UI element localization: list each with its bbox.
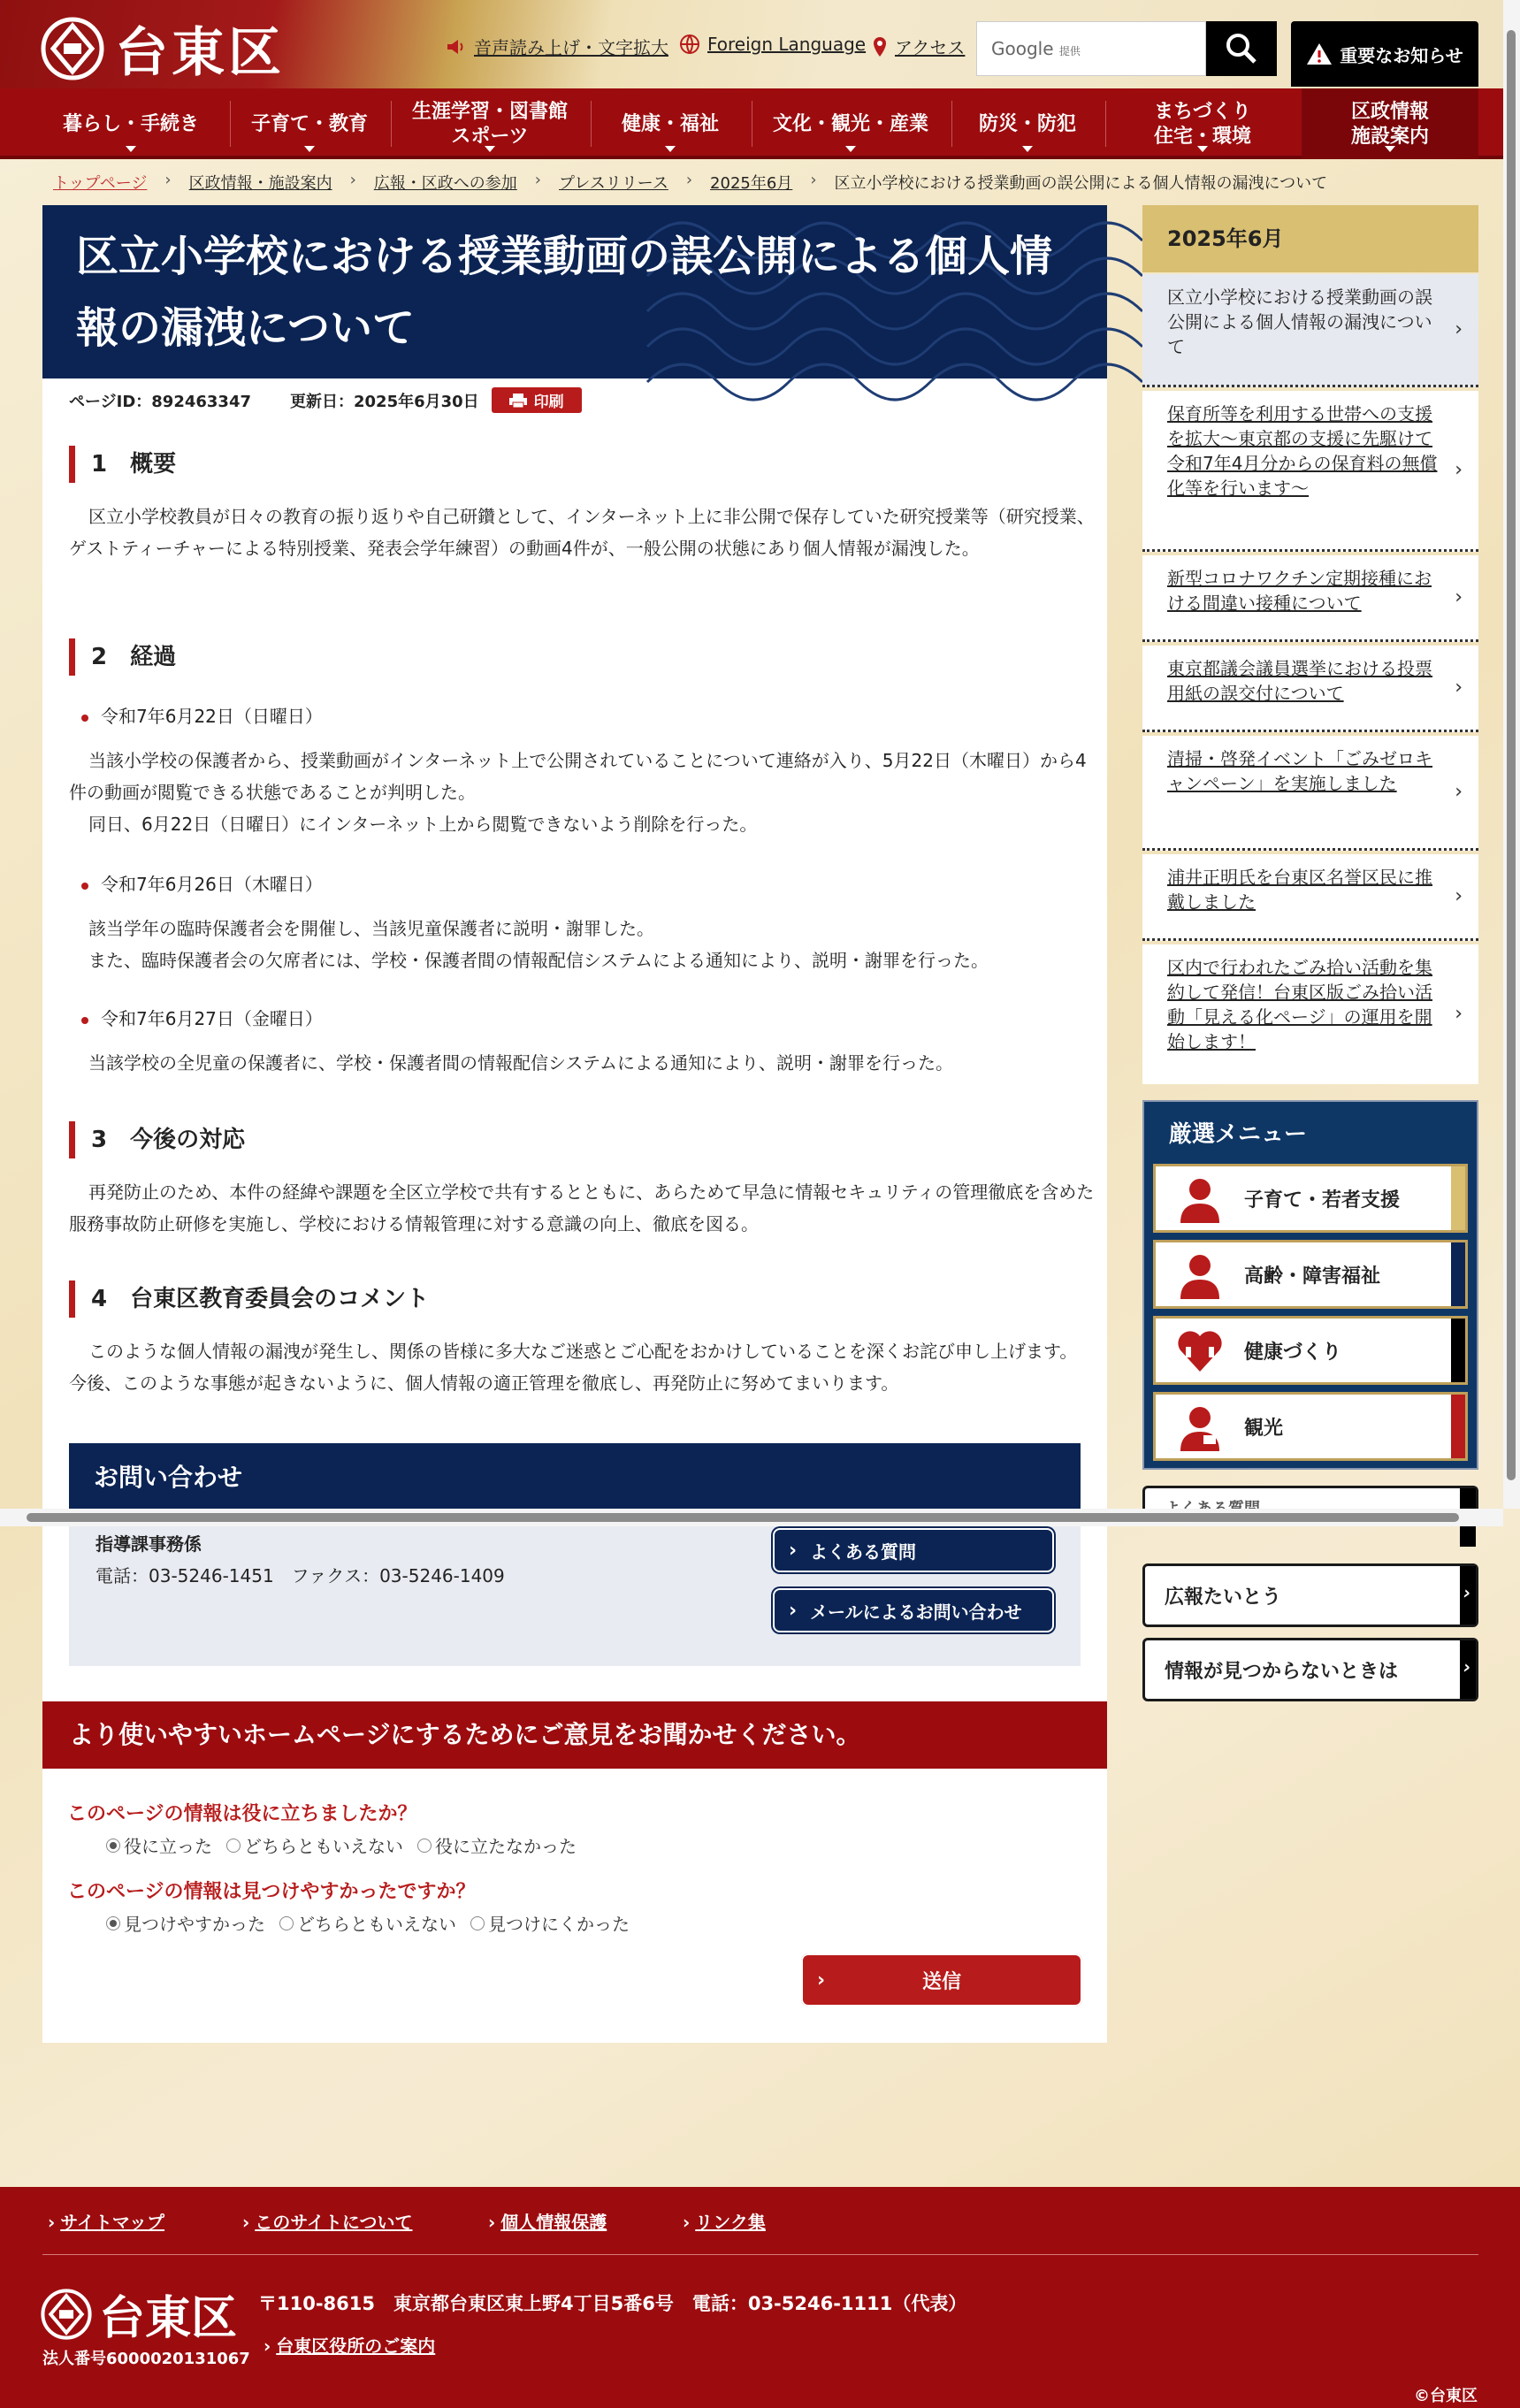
nav-item-health[interactable]: 健康・福祉 xyxy=(591,88,750,159)
nav-item-town[interactable]: まちづくり 住宅・環境 xyxy=(1105,88,1300,159)
corporate-number: 法人番号6000020131067 xyxy=(42,2350,250,2368)
radio-icon xyxy=(226,1838,241,1853)
footer-links-link[interactable]: › リンク集 xyxy=(683,2208,766,2234)
section-heading-comment: 4 台東区教育委員会のコメント xyxy=(69,1280,429,1318)
site-logo[interactable] xyxy=(41,11,285,87)
tab-marker xyxy=(1451,1395,1465,1458)
submit-button[interactable]: › 送信 xyxy=(801,1953,1082,2007)
page-meta xyxy=(69,387,582,413)
radio-neutral[interactable]: どちらともいえない xyxy=(226,1832,403,1858)
horizontal-scrollbar[interactable] xyxy=(0,1509,1503,1526)
site-footer xyxy=(0,2187,1520,2408)
inquiry-box xyxy=(69,1443,1081,1666)
inquiry-department: 指導課事務係 xyxy=(95,1533,202,1555)
foreign-language-label: Foreign Language xyxy=(707,34,867,55)
breadcrumb-link[interactable]: プレスリリース xyxy=(559,174,668,193)
main-content xyxy=(42,205,1107,2043)
breadcrumb-link[interactable]: 区政情報・施設案内 xyxy=(188,174,332,193)
chevron-right-icon: › xyxy=(685,171,693,189)
koho-taito-button[interactable]: 広報たいとう › xyxy=(1142,1563,1478,1627)
radio-easy[interactable]: 見つけやすかった xyxy=(106,1910,265,1936)
radio-selected-icon xyxy=(106,1916,120,1930)
footer-sitemap-link[interactable]: › サイトマップ xyxy=(48,2208,164,2234)
chevron-right-icon: › xyxy=(534,171,541,189)
feedback-options-2 xyxy=(106,1910,630,1936)
site-header xyxy=(0,0,1520,88)
comment-text: このような個人情報の漏洩が発生し、関係の皆様に多大なご迷惑とご心配をおかけしていることを深くお詫び申し上げます。今後、このような事態が起きないように、個人情報の適正管理を徹底し、再発防止に努めてまいります。 xyxy=(69,1341,1078,1394)
important-notice-label: 重要なお知らせ xyxy=(1340,44,1463,66)
heart-icon xyxy=(1173,1324,1226,1377)
sidebar-item[interactable]: 浦井正明氏を台東区名誉区民に推戴しました › xyxy=(1142,854,1478,941)
sidebar-item[interactable]: 東京都議会議員選挙における投票用紙の誤交付について › xyxy=(1142,646,1478,732)
radio-icon xyxy=(470,1916,485,1930)
sidebar-item-current[interactable]: 区立小学校における授業動画の誤公開による個人情報の漏洩について › xyxy=(1142,274,1478,387)
sidebar-item[interactable]: 清掃・啓発イベント「ごみゼロキャンペーン」を実施しました › xyxy=(1142,736,1478,851)
chevron-right-icon xyxy=(1460,1566,1476,1624)
breadcrumb xyxy=(53,171,1327,194)
footer-logo: 台東区 xyxy=(41,2281,237,2347)
map-pin-icon xyxy=(872,36,888,57)
page-id: ページID：892463347 xyxy=(69,392,251,411)
chevron-right-icon: › xyxy=(810,171,817,189)
progress-date-1: 令和7年6月22日（日曜日） xyxy=(81,702,323,728)
printer-icon xyxy=(509,394,527,408)
horizontal-scroll-thumb[interactable] xyxy=(27,1513,1459,1522)
person-icon xyxy=(1173,1172,1226,1225)
chevron-right-icon xyxy=(1460,1640,1476,1699)
progress-date-3: 令和7年6月27日（金曜日） xyxy=(81,1005,323,1030)
search-input[interactable] xyxy=(976,21,1206,76)
radio-not-useful[interactable]: 役に立たなかった xyxy=(417,1832,577,1858)
foreign-language-link[interactable] xyxy=(679,34,866,55)
sidebar-item[interactable]: 新型コロナワクチン定期接種における間違い接種について › xyxy=(1142,555,1478,642)
access-label: アクセス xyxy=(895,37,966,58)
chevron-right-icon: › xyxy=(349,171,356,189)
featured-menu xyxy=(1142,1100,1478,1470)
footer-about-link[interactable]: › このサイトについて xyxy=(242,2208,412,2234)
breadcrumb-current: 区立小学校における授業動画の誤公開による個人情報の漏洩について xyxy=(834,174,1328,193)
inquiry-contact: 電話：03-5246-1451 ファクス：03-5246-1409 xyxy=(95,1565,505,1586)
progress-text-1b: 同日、6月22日（日曜日）にインターネット上から閲覧できないよう削除を行った。 xyxy=(88,814,758,835)
feedback-question-1: このページの情報は役に立ちましたか？ xyxy=(67,1803,417,1825)
search-button[interactable] xyxy=(1206,21,1277,76)
tourist-icon xyxy=(1173,1400,1226,1453)
featured-menu-heading: 厳選メニュー xyxy=(1169,1121,1308,1148)
feedback-heading: より使いやすいホームページにするためにご意見をお聞かせください。 xyxy=(42,1701,1107,1769)
speaker-icon xyxy=(446,39,467,55)
section-heading-progress: 2 経過 xyxy=(69,638,176,676)
feedback-options-1 xyxy=(106,1832,577,1858)
featured-welfare-button[interactable]: 高齢・障害福祉 xyxy=(1153,1240,1468,1309)
featured-tourism-button[interactable]: 観光 xyxy=(1153,1392,1468,1461)
section-heading-overview: 1 概要 xyxy=(69,446,176,483)
sidebar-faq-button-partial[interactable] xyxy=(1142,1486,1478,1509)
page-title-banner xyxy=(42,205,1107,378)
globe-icon xyxy=(679,34,700,55)
radio-icon xyxy=(279,1916,294,1930)
vertical-scroll-thumb[interactable] xyxy=(1507,30,1516,1480)
ward-emblem-icon xyxy=(41,17,104,80)
breadcrumb-link[interactable]: 広報・区政への参加 xyxy=(373,174,517,193)
sidebar-item[interactable]: 区内で行われたごみ拾い活動を集約して発信！台東区版ごみ拾い活動「見える化ページ」の運用を開始します！ › xyxy=(1142,944,1478,1084)
progress-text-2b: また、臨時保護者会の欠席者には、学校・保護者間の情報配信システムによる通知により、説明・謝罪を行った。 xyxy=(88,950,989,971)
important-notice-button[interactable] xyxy=(1291,21,1478,87)
print-button[interactable]: 印刷 xyxy=(492,387,582,413)
updated-date: 更新日：2025年6月30日 xyxy=(290,392,479,411)
global-nav xyxy=(0,88,1520,159)
progress-text-2a: 該当学年の臨時保護者会を開催し、当該児童保護者に説明・謝罪した。 xyxy=(88,918,654,939)
sidebar-heading: 2025年6月 xyxy=(1142,205,1478,272)
radio-neutral-2[interactable]: どちらともいえない xyxy=(279,1910,456,1936)
copyright: ©台東区 xyxy=(1414,2387,1478,2405)
nav-item-culture[interactable]: 文化・観光・産業 xyxy=(752,88,950,159)
section-heading-response: 3 今後の対応 xyxy=(69,1121,245,1158)
breadcrumb-home[interactable]: トップページ xyxy=(53,174,148,193)
tab-marker xyxy=(1451,1242,1465,1306)
tab-marker xyxy=(1451,1319,1465,1382)
page-title: 区立小学校における授業動画の誤公開による個人情報の漏洩について xyxy=(76,232,1053,353)
voice-zoom-label: 音声読み上げ・文字拡大 xyxy=(474,37,668,58)
progress-text-3: 当該学校の全児童の保護者に、学校・保護者間の情報配信システムによる通知により、説明・謝罪を行った。 xyxy=(88,1052,953,1074)
radio-icon xyxy=(417,1838,432,1853)
radio-selected-icon xyxy=(106,1838,120,1853)
overview-text: 区立小学校教員が日々の教育の振り返りや自己研鑽として、インターネット上に非公開で保存していた研究授業等（研究授業、ゲストティーチャーによる特別授業、発表会学年練習）の動画4件が、一般公開の状態にあり個人情報が漏洩した。 xyxy=(69,506,1095,559)
nav-item-government[interactable]: 区政情報 施設案内 xyxy=(1302,88,1478,159)
elder-icon xyxy=(1173,1248,1226,1301)
inquiry-heading: お問い合わせ xyxy=(69,1443,1081,1512)
nav-item-living[interactable]: 暮らし・手続き xyxy=(42,88,219,159)
logo-text: 台東区 xyxy=(115,22,285,84)
featured-health-button[interactable]: 健康づくり xyxy=(1153,1316,1468,1385)
sidebar-item[interactable]: 保育所等を利用する世帯への支援を拡大～東京都の支援に先駆けて令和7年4月分からの保育料の無償化等を行います～ › xyxy=(1142,391,1478,552)
ward-emblem-icon xyxy=(41,2289,92,2340)
faq-button[interactable]: › よくある質問 xyxy=(773,1528,1054,1572)
chevron-right-icon: › xyxy=(164,171,172,189)
radio-hard[interactable]: 見つけにくかった xyxy=(470,1910,630,1936)
progress-text-1a: 当該小学校の保護者から、授業動画がインターネット上で公開されていることについて連絡が入り、5月22日（木曜日）から4件の動画が閲覧できる状態であることが判明した。 xyxy=(69,750,1087,803)
nav-item-childcare[interactable]: 子育て・教育 xyxy=(230,88,389,159)
footer-address: 〒110-8615 東京都台東区東上野4丁目5番6号 電話：03-5246-1111（代表） xyxy=(258,2293,967,2314)
office-guide-link[interactable]: › 台東区役所のご案内 xyxy=(264,2332,435,2358)
radio-useful[interactable]: 役に立った xyxy=(106,1832,212,1858)
mail-inquiry-button[interactable]: › メールによるお問い合わせ xyxy=(773,1588,1054,1632)
footer-divider xyxy=(42,2254,1478,2255)
progress-date-2: 令和7年6月26日（木曜日） xyxy=(81,870,323,896)
vertical-scrollbar[interactable] xyxy=(1503,0,1520,1509)
nav-item-safety[interactable]: 防災・防犯 xyxy=(951,88,1104,159)
featured-childcare-button[interactable]: 子育て・若者支援 xyxy=(1153,1164,1468,1233)
response-text: 再発防止のため、本件の経緯や課題を全区立学校で共有するとともに、あらためて早急に情報セキュリティの管理徹底を含めた服務事故防止研修を実施し、学校における情報管理に対する意識の向上、徹底を図る。 xyxy=(69,1181,1095,1235)
nav-item-learning[interactable]: 生涯学習・図書館 スポーツ xyxy=(391,88,589,159)
breadcrumb-link[interactable]: 2025年6月 xyxy=(710,174,793,193)
tab-marker xyxy=(1451,1166,1465,1230)
access-link[interactable] xyxy=(872,34,965,59)
not-found-help-button[interactable]: 情報が見つからないときは › xyxy=(1142,1638,1478,1701)
search-brand: Google 提供 xyxy=(991,38,1081,59)
footer-privacy-link[interactable]: › 個人情報保護 xyxy=(488,2208,607,2234)
feedback-question-2: このページの情報は見つけやすかったですか？ xyxy=(67,1881,476,1903)
search-icon xyxy=(1224,31,1259,66)
voice-zoom-link[interactable] xyxy=(446,34,668,59)
warning-icon xyxy=(1306,42,1333,66)
